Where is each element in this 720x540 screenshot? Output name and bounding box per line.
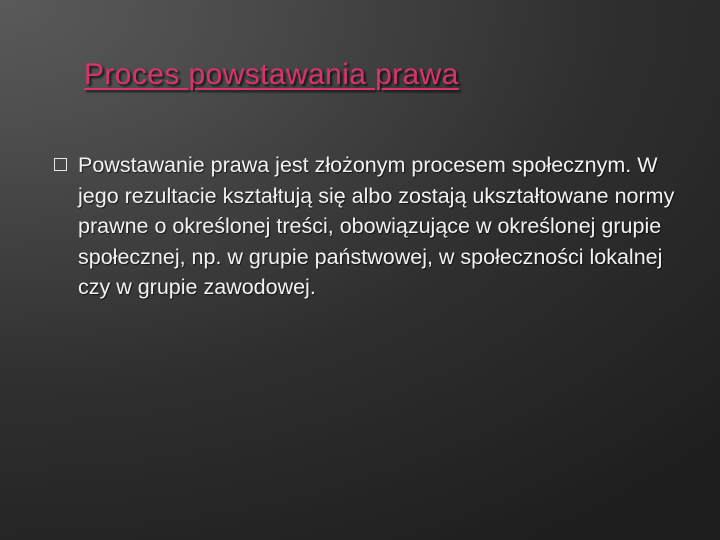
slide-title: Proces powstawania prawa bbox=[84, 58, 459, 91]
bullet-text: Powstawanie prawa jest złożonym procesem społecznym. W jego rezultacie kształtują się albo zostają ukształtowane normy prawne o określonej treści, obowiązujące w określonej grupie społecznej, np. w grupie państwowej, w społeczności lokalnej czy w grupie zawodowej. bbox=[78, 153, 675, 299]
bullet-item bbox=[54, 150, 684, 303]
hollow-square-bullet-icon bbox=[54, 158, 67, 171]
bullet-list bbox=[54, 150, 684, 303]
